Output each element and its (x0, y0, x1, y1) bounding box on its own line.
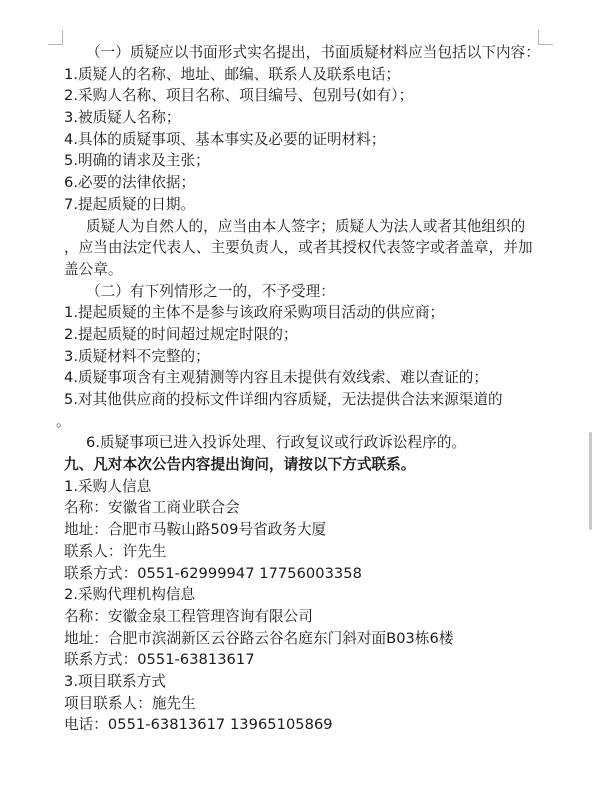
vertical-scrollbar[interactable] (589, 432, 592, 530)
list-item: 6.质疑事项已进入投诉处理、行政复议或行政诉讼程序的。 (86, 434, 467, 452)
list-item: 2.采购人名称、项目名称、项目编号、包别号(如有）； (64, 87, 414, 105)
list-item: 6.必要的法律依据； (64, 174, 196, 192)
contact-line: 联系方式：0551-63813617 (64, 651, 255, 669)
list-item-continuation: 。 (56, 412, 71, 430)
contact-line: 地址：合肥市滨湖新区云谷路云谷名庭东门斜对面B03栋6楼 (64, 629, 454, 647)
contact-line: 名称：安徽金泉工程管理咨询有限公司 (64, 607, 313, 625)
list-item: 5.明确的请求及主张； (64, 152, 210, 170)
contact-subheading: 3.项目联系方式 (64, 672, 166, 690)
contact-section-heading: 九、凡对本次公告内容提出询问，请按以下方式联系。 (64, 456, 416, 474)
section-heading: （二）有下列情形之一的，不予受理： (86, 282, 335, 300)
paragraph-line: 质疑人为自然人的，应当由本人签字；质疑人为法人或者其他组织的 (86, 217, 526, 235)
contact-line: 地址：合肥市马鞍山路509号省政务大厦 (64, 521, 327, 539)
list-item: 1.质疑人的名称、地址、邮编、联系人及联系电话； (64, 65, 401, 83)
section-heading: （一）质疑应以书面形式实名提出，书面质疑材料应当包括以下内容： (86, 44, 540, 61)
contact-line: 联系方式：0551-62999947 17756003358 (64, 564, 362, 582)
paragraph-line: ，应当由法定代表人、主要负责人，或者其授权代表签字或者盖章，并加 (64, 239, 533, 257)
list-item: 4.具体的质疑事项、基本事实及必要的证明材料； (64, 130, 386, 148)
contact-line: 联系人：许先生 (64, 542, 167, 560)
list-item: 3.质疑材料不完整的； (64, 347, 210, 365)
list-item: 5.对其他供应商的投标文件详细内容质疑，无法提供合法来源渠道的 (64, 391, 503, 408)
contact-line: 名称：安徽省工商业联合会 (64, 499, 240, 517)
list-item: 3.被质疑人名称； (64, 109, 181, 127)
contact-subheading: 2.采购代理机构信息 (64, 586, 196, 604)
list-item: 1.提起质疑的主体不是参与该政府采购项目活动的供应商； (64, 304, 445, 322)
list-item: 7.提起质疑的日期。 (64, 195, 196, 213)
contact-line: 项目联系人：施先生 (64, 694, 196, 712)
contact-subheading: 1.采购人信息 (64, 477, 152, 495)
document-body (56, 42, 542, 736)
page-corner-mark-top-left (48, 30, 63, 45)
list-item: 4.质疑事项含有主观猜测等内容且未提供有效线索、难以查证的； (64, 369, 489, 387)
contact-line: 电话：0551-63813617 13965105869 (64, 716, 333, 734)
list-item: 2.提起质疑的时间超过规定时限的； (64, 325, 298, 343)
paragraph-line: 盖公章。 (64, 260, 123, 278)
